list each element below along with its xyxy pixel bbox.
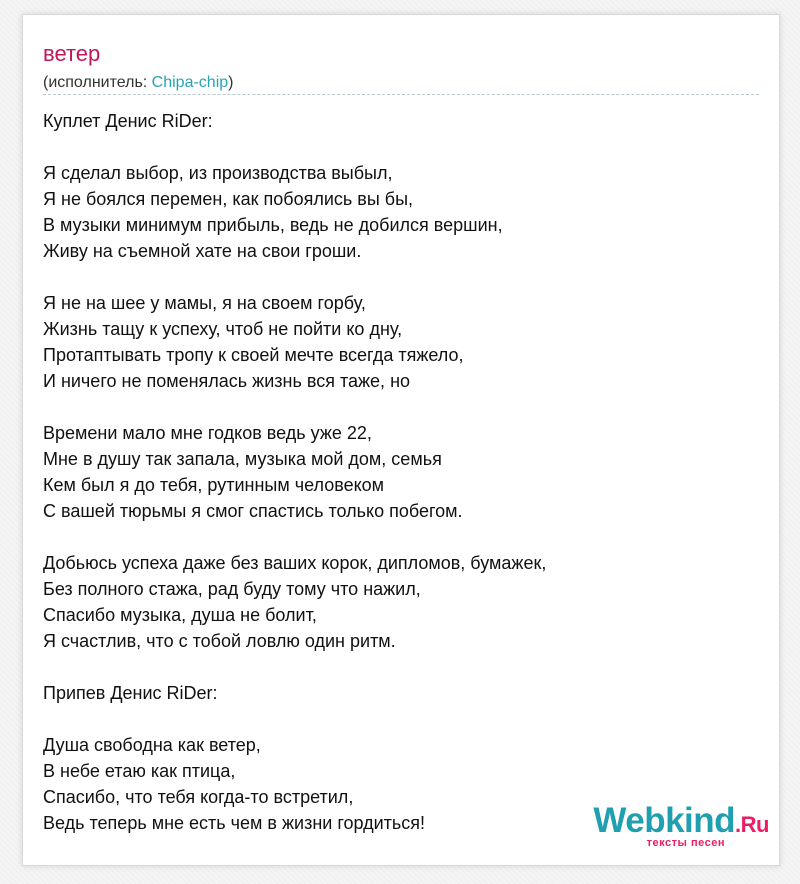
webkind-logo[interactable] bbox=[573, 803, 773, 859]
lyrics-line: Ведь теперь мне есть чем в жизни гордиться! bbox=[43, 813, 426, 833]
divider bbox=[43, 94, 759, 95]
lyrics-line: Кем был я до тебя, рутинным человеком bbox=[43, 475, 385, 495]
logo-wordmark bbox=[593, 803, 769, 838]
lyrics-blank-line bbox=[43, 706, 763, 732]
lyrics-line: Спасибо, что тебя когда-то встретил, bbox=[43, 787, 354, 807]
logo-suffix: .Ru bbox=[735, 812, 769, 837]
lyrics-line: Добьюсь успеха даже без ваших корок, дипломов, бумажек, bbox=[43, 553, 547, 573]
lyrics-card bbox=[22, 14, 780, 866]
lyrics-blank-line bbox=[43, 524, 763, 550]
lyrics-line: С вашей тюрьмы я смог спастись только побегом. bbox=[43, 501, 463, 521]
artist-prefix: (исполнитель: bbox=[43, 74, 152, 91]
lyrics-blank-line bbox=[43, 264, 763, 290]
lyrics-line: И ничего не поменялась жизнь вся таже, но bbox=[43, 371, 411, 391]
lyrics-line: Припев Денис RiDer: bbox=[43, 683, 218, 703]
lyrics-line: Мне в душу так запала, музыка мой дом, семья bbox=[43, 449, 442, 469]
lyrics-line: Душа свободна как ветер, bbox=[43, 735, 261, 755]
lyrics-line: Я не на шее у мамы, я на своем горбу, bbox=[43, 293, 366, 313]
artist-link[interactable]: Chipa-chip bbox=[151, 74, 229, 91]
lyrics-line: В небе етаю как птица, bbox=[43, 761, 236, 781]
lyrics-line: Я счастлив, что с тобой ловлю один ритм. bbox=[43, 631, 396, 651]
lyrics-blank-line bbox=[43, 654, 763, 680]
lyrics-blank-line bbox=[43, 134, 763, 160]
logo-tagline: тексты песен bbox=[646, 837, 725, 849]
lyrics-blank-line bbox=[43, 394, 763, 420]
lyrics-line: Куплет Денис RiDer: bbox=[43, 111, 213, 131]
lyrics-line: Без полного стажа, рад буду тому что нажил, bbox=[43, 579, 421, 599]
artist-suffix: ) bbox=[228, 74, 234, 91]
lyrics-line: В музыки минимум прибыль, ведь не добился вершин, bbox=[43, 215, 503, 235]
lyrics-text bbox=[43, 108, 763, 836]
lyrics-line: Времени мало мне годков ведь уже 22, bbox=[43, 423, 372, 443]
lyrics-line: Жизнь тащу к успеху, чтоб не пойти ко дну, bbox=[43, 319, 403, 339]
logo-main-text: Webkind bbox=[593, 801, 736, 840]
lyrics-line: Протаптывать тропу к своей мечте всегда тяжело, bbox=[43, 345, 464, 365]
song-title: ветер bbox=[43, 41, 101, 66]
lyrics-line: Спасибо музыка, душа не болит, bbox=[43, 605, 317, 625]
artist-line bbox=[43, 73, 233, 92]
lyrics-line: Живу на съемной хате на свои гроши. bbox=[43, 241, 362, 261]
lyrics-line: Я сделал выбор, из производства выбыл, bbox=[43, 163, 393, 183]
lyrics-line: Я не боялся перемен, как побоялись вы бы, bbox=[43, 189, 414, 209]
